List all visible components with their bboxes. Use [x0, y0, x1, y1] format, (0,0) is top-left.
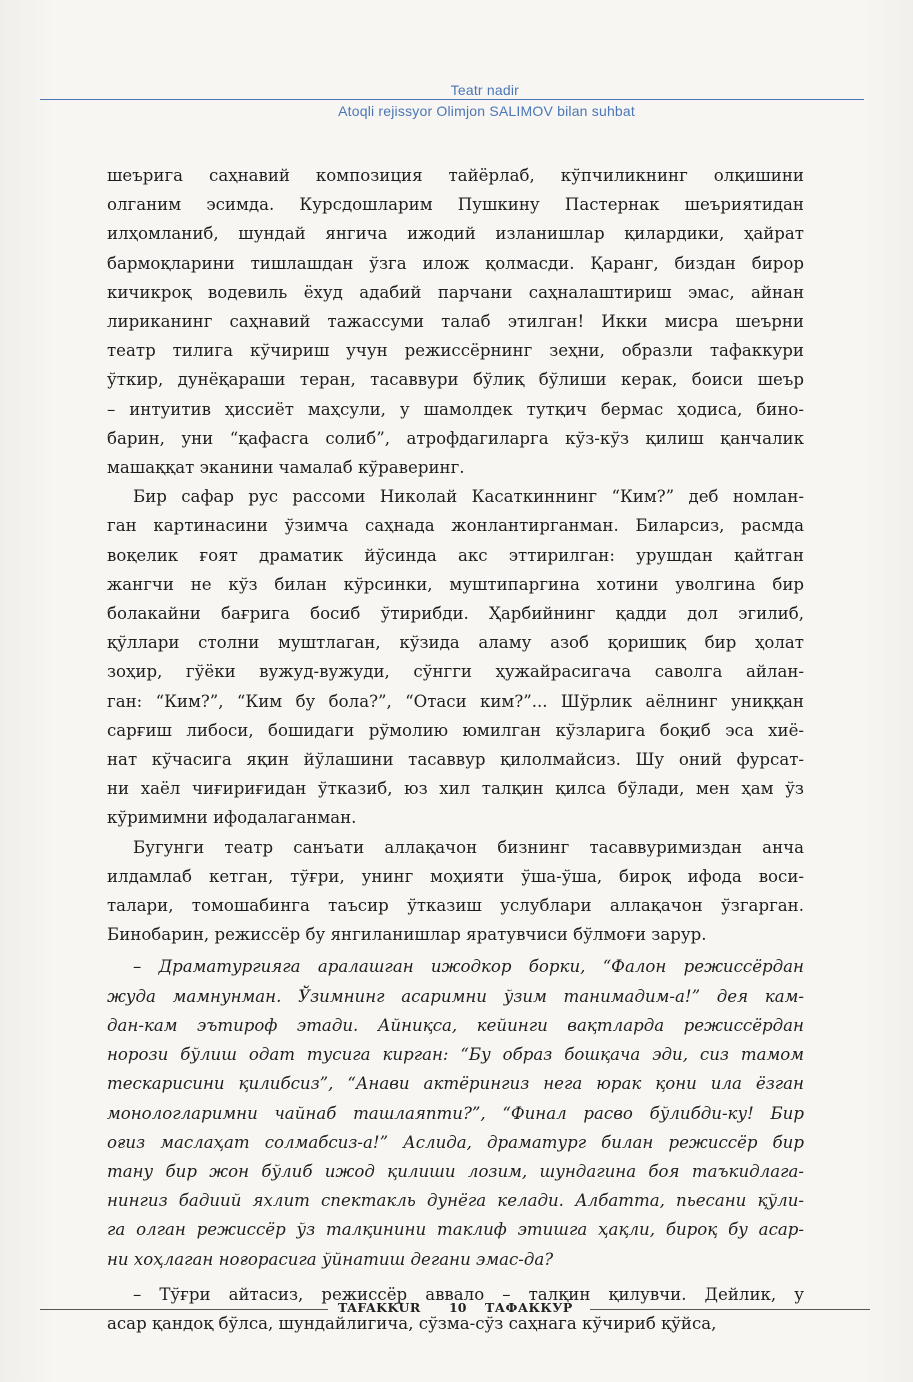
text-line: Бир сафар рус рассоми Николай Касаткиннинг “Ким?” деб номлан-	[133, 487, 804, 507]
text-line: тану бир жон бўлиб ижод қилиши лозим, шундагина боя таъкидлага-	[107, 1161, 804, 1181]
text-line: нингиз бадиий яхлит спектакль дунёга келади. Албатта, пьесани қўли-	[107, 1191, 804, 1211]
text-line: кичикроқ водевиль ёхуд адабий парчани саҳналаштириш эмас, айнан	[107, 282, 804, 302]
text-line: тескарисини қилибсиз”, “Анави актёрингиз нега юрак қони ила ёзган	[107, 1074, 804, 1094]
text-line: Бинобарин, режиссёр бу янгиланишлар яратувчиси бўлмоғи зарур.	[107, 925, 707, 945]
text-line: жуда мамнунман. Ўзимнинг асаримни ўзим танимадим-а!” дея кам-	[107, 986, 804, 1006]
text-line: – интуитив ҳиссиёт маҳсули, у шамолдек тутқич бермас ҳодиса, бино-	[107, 399, 804, 419]
text-line: барин, уни “қафасга солиб”, атрофдагиларга кўз-кўз қилиш қанчалик	[107, 428, 804, 448]
text-line: воқелик ғоят драматик йўсинда акс эттирилган: урушдан қайтган	[107, 545, 804, 565]
text-line: театр тилига кўчириш учун режиссёрнинг зеҳни, образли тафаккури	[107, 341, 804, 361]
text-line: ган: “Ким?”, “Ким бу бола?”, “Отаси ким?”... Шўрлик аёлнинг униққан	[107, 691, 804, 711]
text-line: оғиз маслаҳат солмабсиз-а!” Аслида, драматург билан режиссёр бир	[107, 1132, 804, 1152]
paragraph	[107, 833, 804, 950]
text-line: норози бўлиш одат тусига кирган: “Бу образ бошқача эди, сиз тамом	[107, 1045, 804, 1065]
text-line: болакайни бағрига босиб ўтирибди. Ҳарбийнинг қадди дол эгилиб,	[107, 604, 804, 624]
text-line: ни хаёл чиғириғидан ўтказиб, юз хил талқин қилса бўлади, мен ҳам ўз	[107, 779, 804, 799]
text-line: ган картинасини ўзимча саҳнада жонлантирганман. Биларсиз, расмда	[107, 516, 804, 536]
text-line: зоҳир, гўёки вужуд-вужуди, сўнгги ҳужайрасигача саволга айлан-	[107, 662, 804, 682]
text-line: бармоқларини тишлашдан ўзга илож қолмасди. Қаранг, биздан бирор	[107, 253, 804, 273]
text-line: талари, томошабинга таъсир ўтказиш услублари аллақачон ўзгарган.	[107, 896, 804, 916]
footer-magazine-cyrillic: ТАФАККУР	[485, 1300, 573, 1315]
text-line: монологларимни чайнаб ташлаяпти?”, “Финал расво бўлибди-ку! Бир	[107, 1103, 804, 1123]
section-title: Teatr nadir	[450, 82, 519, 98]
footer-magazine-latin: TAFAKKUR	[338, 1300, 421, 1315]
text-line: илдамлаб кетган, тўғри, унинг моҳияти ўша-ўша, бироқ ифода воси-	[107, 866, 804, 886]
text-line: ўткир, дунёқараши теран, тасаввури бўлиқ бўлиши керак, боиси шеър	[107, 370, 804, 390]
text-line: асар қандоқ бўлса, шундайлигича, сўзма-сўз саҳнага кўчириб қўйса,	[107, 1313, 717, 1333]
text-line: – Тўғри айтасиз, режиссёр аввало – талқин қилувчи. Дейлик, у	[133, 1284, 804, 1304]
interview-question	[107, 952, 804, 1273]
text-line: га олган режиссёр ўз талқинини таклиф этишга ҳақли, бироқ бу асар-	[107, 1220, 804, 1240]
text-line: жангчи не кўз билан кўрсинки, муштипаргина хотини уволгина бир	[107, 574, 804, 594]
article-subtitle: Atoqli rejissyor Olimjon SALIMOV bilan suhbat	[338, 103, 635, 119]
text-line: ни хоҳлаган ноғорасига ўйнатиш дегани эмас-да?	[107, 1249, 554, 1269]
text-line: машаққат эканини чамалаб кўраверинг.	[107, 458, 465, 478]
footer-rule-left	[40, 1309, 328, 1310]
text-line: дан-кам эътироф этади. Айниқса, кейинги вақтларда режиссёрдан	[107, 1015, 804, 1035]
text-line: олганим эсимда. Курсдошларим Пушкину Пастернак шеъриятидан	[107, 195, 804, 215]
text-line: Бугунги театр санъати аллақачон бизнинг тасаввуримиздан анча	[133, 837, 804, 857]
text-line: шеърига саҳнавий композиция тайёрлаб, кўпчиликнинг олқишини	[107, 166, 804, 185]
page-number: 10	[449, 1300, 467, 1315]
text-line: қўллари столни муштлаган, кўзида аламу азоб қоришиқ бир ҳолат	[107, 633, 804, 653]
text-line: сарғиш либоси, бошидаги рўмолию юмилган кўзларига боқиб эса хиё-	[107, 720, 804, 740]
text-line: – Драматургияга аралашган ижодкор борки, “Фалон режиссёрдан	[133, 957, 804, 977]
footer-rule-right	[590, 1309, 870, 1310]
article-body	[107, 161, 804, 1338]
text-line: кўримимни ифодалаганман.	[107, 808, 357, 828]
text-line: нат кўчасига яқин йўлашини тасаввур қилолмайсиз. Шу оний фурсат-	[107, 750, 804, 770]
page-footer	[40, 1300, 872, 1320]
header-rule	[40, 99, 864, 100]
paragraph	[107, 482, 804, 832]
paragraph	[107, 161, 804, 482]
text-line: илҳомланиб, шундай янгича ижодий изланишлар қилардики, ҳайрат	[107, 224, 804, 244]
text-line: лириканинг саҳнавий тажассуми талаб этилган! Икки мисра шеърни	[107, 312, 804, 332]
running-header	[40, 78, 864, 126]
